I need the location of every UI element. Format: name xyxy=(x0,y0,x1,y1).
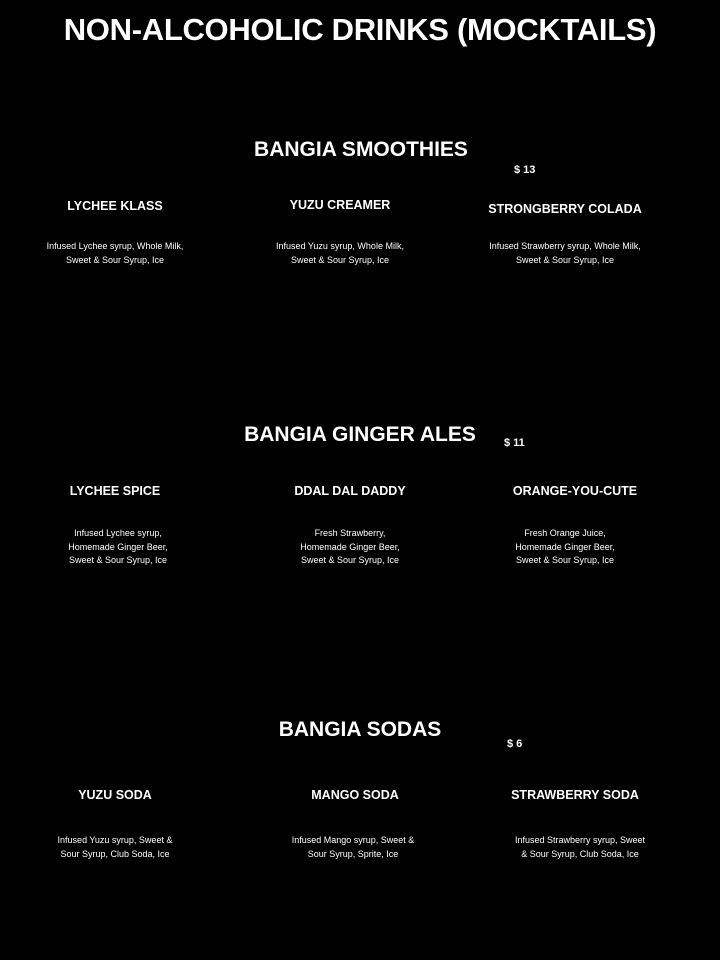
item-description-line: Sour Syrup, Club Soda, Ice xyxy=(60,848,170,859)
section-title: BANGIA SODAS xyxy=(278,718,442,741)
item-description xyxy=(230,527,470,568)
item-name: STRAWBERRY SODA xyxy=(511,788,639,802)
item-name: YUZU CREAMER xyxy=(289,198,391,212)
item-description xyxy=(220,240,460,267)
item-description-line: Fresh Strawberry, xyxy=(314,528,386,538)
item-description-line: Homemade Ginger Beer, xyxy=(68,541,168,552)
item-name: STRONGBERRY COLADA xyxy=(488,202,642,216)
item-description-line: Sweet & Sour Syrup, Ice xyxy=(515,254,615,265)
item-name: DDAL DAL DADDY xyxy=(294,484,406,498)
item-description-line: & Sour Syrup, Club Soda, Ice xyxy=(521,848,639,859)
item-name: LYCHEE KLASS xyxy=(67,199,163,213)
item-description-line: Infused Lychee syrup, xyxy=(74,528,162,538)
item-description-line: Infused Strawberry syrup, Whole Milk, xyxy=(489,241,641,251)
item-description-line: Infused Lychee syrup, Whole Milk, xyxy=(46,241,184,251)
item-description xyxy=(0,240,235,267)
item-description-line: Sweet & Sour Syrup, Ice xyxy=(300,555,400,565)
item-name: MANGO SODA xyxy=(311,788,399,802)
item-description-line: Sweet & Sour Syrup, Ice xyxy=(65,254,165,265)
item-description-line: Sweet & Sour Syrup, Ice xyxy=(68,555,168,565)
menu-title: NON-ALCOHOLIC DRINKS (MOCKTAILS) xyxy=(63,12,657,47)
item-description-line: Sweet & Sour Syrup, Ice xyxy=(290,254,390,265)
section-title: BANGIA SMOOTHIES xyxy=(254,138,468,161)
item-description xyxy=(233,834,473,861)
item-description xyxy=(460,834,700,861)
item-description-line: Sour Syrup, Sprite, Ice xyxy=(307,848,399,859)
item-description-line: Infused Mango syrup, Sweet & xyxy=(291,835,415,845)
item-description xyxy=(445,527,685,568)
item-description-line: Infused Yuzu syrup, Sweet & xyxy=(57,835,173,845)
section-price: $ 13 xyxy=(514,164,536,176)
item-description-line: Homemade Ginger Beer, xyxy=(300,541,400,552)
item-name: LYCHEE SPICE xyxy=(69,484,161,498)
item-name: ORANGE-YOU-CUTE xyxy=(512,484,638,498)
item-description-line: Homemade Ginger Beer, xyxy=(515,541,615,552)
item-description xyxy=(0,834,235,861)
item-description-line: Infused Strawberry syrup, Sweet xyxy=(514,835,646,845)
item-name: YUZU SODA xyxy=(78,788,152,802)
item-description-line: Fresh Orange Juice, xyxy=(524,528,606,538)
item-description-line: Sweet & Sour Syrup, Ice xyxy=(515,555,615,565)
item-description-line: Infused Yuzu syrup, Whole Milk, xyxy=(276,241,404,251)
section-price: $ 6 xyxy=(507,738,523,750)
item-description xyxy=(0,527,238,568)
section-title: BANGIA GINGER ALES xyxy=(244,423,476,446)
item-description xyxy=(445,240,685,267)
section-price: $ 11 xyxy=(504,437,525,449)
